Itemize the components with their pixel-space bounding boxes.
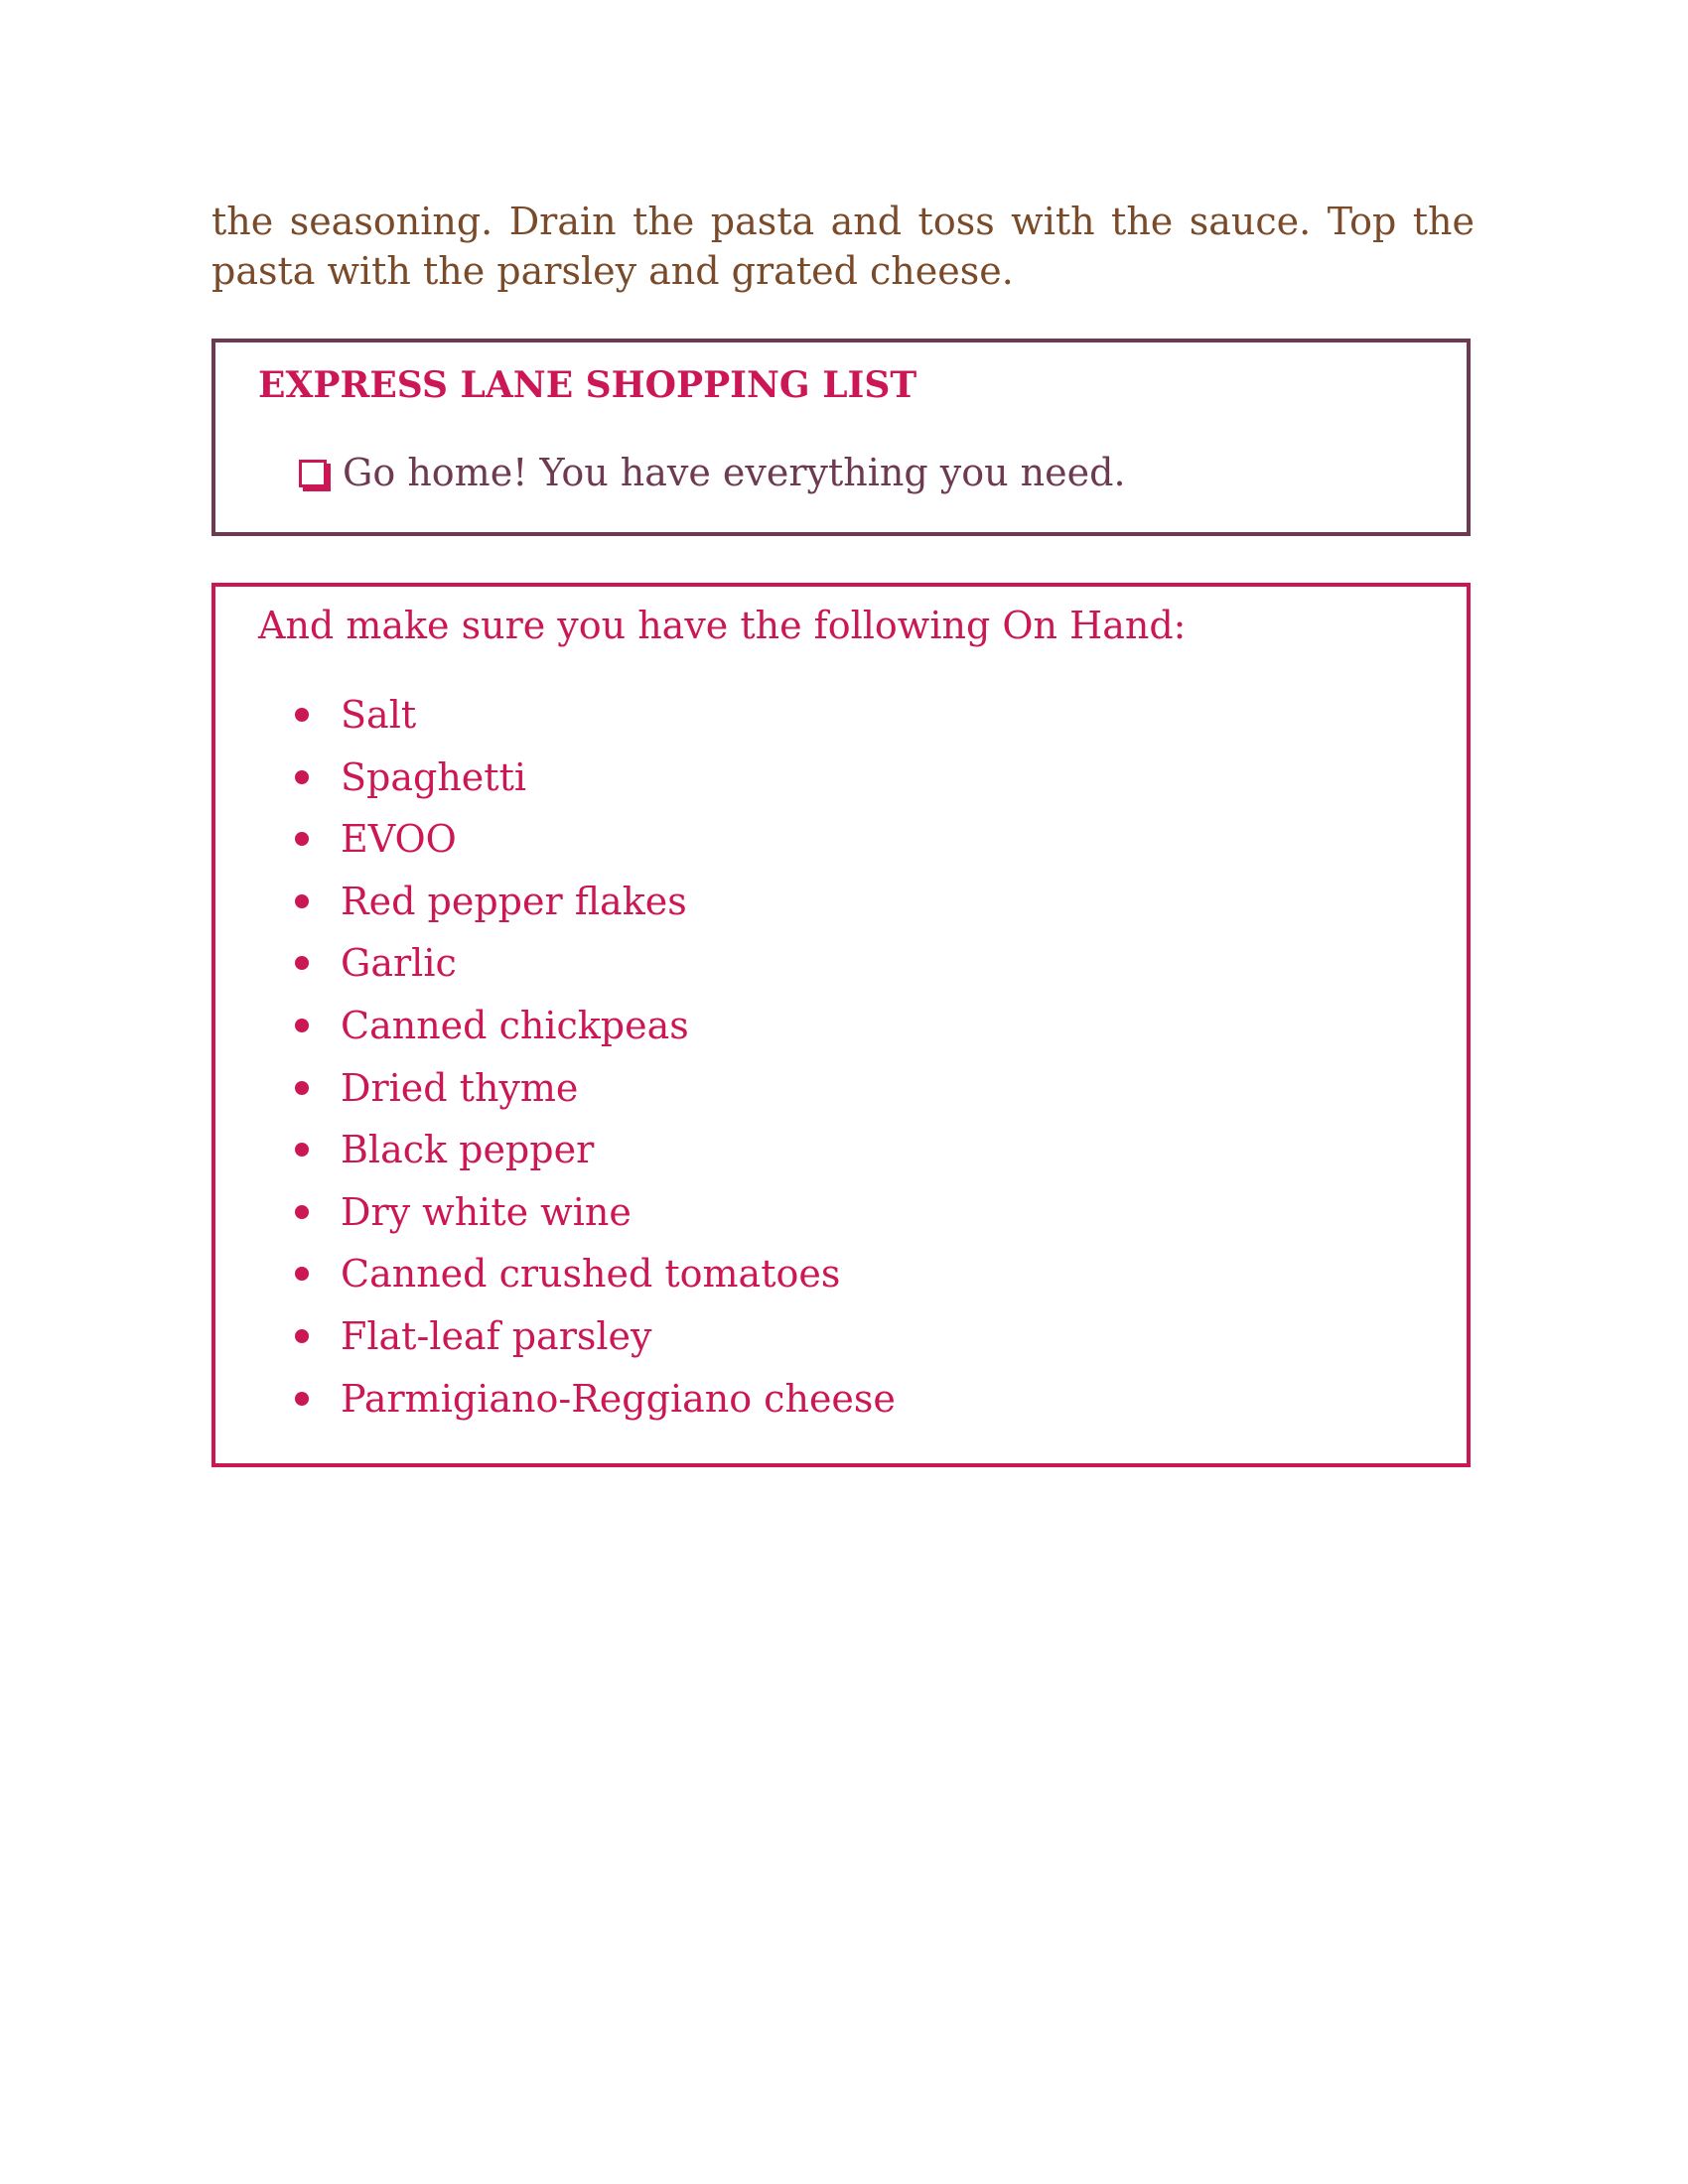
list-item — [215, 877, 896, 939]
list-item — [215, 1125, 896, 1187]
list-item-label: Spaghetti — [341, 754, 526, 799]
bullet-icon — [295, 1267, 309, 1281]
list-item-label: Canned crushed tomatoes — [341, 1252, 841, 1297]
list-item-label: Salt — [341, 693, 417, 737]
list-item — [215, 752, 896, 815]
on-hand-heading: And make sure you have the following On Hand: — [258, 604, 1187, 647]
bullet-icon — [295, 1019, 309, 1032]
list-item-label: Dried thyme — [341, 1065, 579, 1110]
on-hand-box — [211, 583, 1471, 1467]
list-item — [215, 938, 896, 1001]
bullet-icon — [295, 1392, 309, 1406]
list-item-label: Red pepper flakes — [341, 879, 687, 923]
express-lane-item — [299, 448, 1126, 497]
list-item-label: Garlic — [341, 941, 457, 986]
list-item — [215, 1187, 896, 1250]
list-item — [215, 1063, 896, 1126]
bullet-icon — [295, 832, 309, 846]
bullet-icon — [295, 1143, 309, 1157]
bullet-icon — [295, 1329, 309, 1343]
list-item-label: EVOO — [341, 817, 457, 862]
express-lane-box — [211, 339, 1471, 536]
bullet-icon — [295, 894, 309, 908]
list-item-label: Canned chickpeas — [341, 1003, 689, 1047]
bullet-icon — [295, 956, 309, 970]
bullet-icon — [295, 770, 309, 784]
list-item — [215, 1374, 896, 1436]
list-item — [215, 814, 896, 877]
list-item — [215, 1249, 896, 1311]
list-item-label: Parmigiano-Reggiano cheese — [341, 1376, 896, 1421]
list-item — [215, 1311, 896, 1374]
body-paragraph: the seasoning. Drain the pasta and toss with the sauce. Top the pasta with the parsley and grated cheese. — [211, 200, 1475, 293]
list-item — [215, 1001, 896, 1063]
on-hand-list — [215, 690, 896, 1435]
list-item-label: Dry white wine — [341, 1189, 632, 1234]
bullet-icon — [295, 1205, 309, 1219]
express-lane-item-label: Go home! You have everything you need. — [343, 451, 1126, 494]
bullet-icon — [295, 1081, 309, 1095]
list-item — [215, 690, 896, 752]
express-lane-title: EXPRESS LANE SHOPPING LIST — [258, 364, 917, 406]
checkbox-icon — [299, 460, 327, 487]
list-item-label: Black pepper — [341, 1128, 595, 1172]
list-item-label: Flat-leaf parsley — [341, 1313, 652, 1358]
bullet-icon — [295, 708, 309, 722]
